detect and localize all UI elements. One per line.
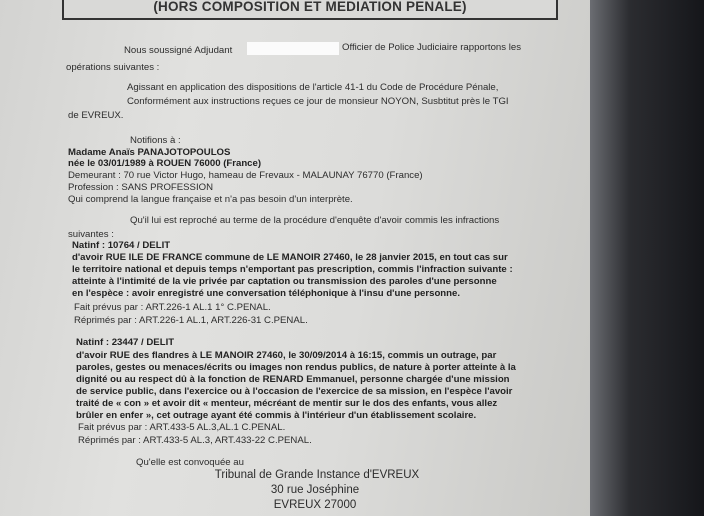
redacted-name	[247, 42, 339, 55]
intro-line-1b: Officier de Police Judiciaire rapportons les	[342, 42, 521, 53]
natinf2-reprime: Réprimés par : ART.433-5 AL.3, ART.433-22 C.PENAL.	[78, 435, 312, 446]
natinf1-reprime: Réprimés par : ART.226-1 AL.1, ART.226-31 C.PENAL.	[74, 315, 308, 326]
intro-line-2: opérations suivantes :	[66, 62, 160, 73]
notify-address: Demeurant : 70 rue Victor Hugo, hameau de Frevaux - MALAUNAY 76770 (France)	[68, 170, 423, 181]
natinf2-line: dignité ou au respect dû à la fonction de RENARD Emmanuel, personne chargée d'une mission	[76, 374, 510, 385]
natinf2-line: brûler en enfer », cet outrage ayant été commis à l'intérieur d'un établissement scolaire.	[76, 410, 477, 421]
natinf1-line: le territoire national et depuis temps n'emportant pas prescription, commis l'infraction suivante :	[72, 264, 513, 275]
background-edge	[590, 0, 704, 516]
tribunal-street: 30 rue Joséphine	[270, 484, 360, 496]
natinf1-line: atteinte à l'intimité de la vie privée par captation ou transmission des paroles d'une personne	[72, 276, 497, 287]
notify-name: Madame Anaïs PANAJOTOPOULOS	[68, 147, 231, 158]
natinf2-line: paroles, gestes ou menaces/écrits ou images non rendus publics, de nature à porter atteinte à la	[76, 362, 516, 373]
reproach-line-1: Qu'il lui est reproché au terme de la procédure d'enquête d'avoir commis les infractions	[130, 215, 500, 226]
tribunal-city: EVREUX 27000	[273, 499, 357, 511]
notify-label: Notifions à :	[130, 135, 181, 146]
natinf1-code: Natinf : 10764 / DELIT	[72, 240, 171, 251]
notify-profession: Profession : SANS PROFESSION	[68, 182, 214, 193]
natinf2-line: de service public, dans l'exercice ou à l'occasion de l'exercice de sa mission, en l'espèce l'avoir	[76, 386, 513, 397]
convocation-intro: Qu'elle est convoquée au	[136, 457, 244, 468]
natinf2-line: d'avoir RUE des flandres à LE MANOIR 27460, le 30/09/2014 à 16:15, commis un outrage, par	[76, 350, 497, 361]
tribunal-name: Tribunal de Grande Instance d'EVREUX	[214, 469, 420, 481]
natinf1-line: d'avoir RUE ILE DE FRANCE commune de LE MANOIR 27460, le 28 janvier 2015, en tout cas sur	[72, 252, 508, 263]
natinf2-prevu: Fait prévus par : ART.433-5 AL.3,AL.1 C.PENAL.	[78, 422, 286, 433]
intro-line-1a: Nous soussigné Adjudant	[124, 45, 233, 56]
acting-line-2: Conformément aux instructions reçues ce jour de monsieur NOYON, Susbtitut près le TGI	[127, 96, 509, 107]
notify-language: Qui comprend la langue française et n'a pas besoin d'un interprète.	[68, 194, 353, 205]
acting-line-3: de EVREUX.	[68, 110, 124, 121]
natinf1-line: en l'espèce : avoir enregistré une conversation téléphonique à l'insu d'une personne.	[72, 288, 461, 299]
natinf2-code: Natinf : 23447 / DELIT	[76, 337, 175, 348]
notify-birth: née le 03/01/1989 à ROUEN 76000 (France)	[68, 158, 262, 169]
document-title: (HORS COMPOSITION ET MEDIATION PENALE)	[62, 0, 558, 20]
reproach-line-2: suivantes :	[68, 229, 114, 240]
natinf1-prevu: Fait prévus par : ART.226-1 AL.1 1° C.PENAL.	[74, 302, 271, 313]
acting-line-1: Agissant en application des dispositions de l'article 41-1 du Code de Procédure Pénale,	[127, 82, 499, 93]
natinf2-line: traité de « con » et avoir dit « menteur, mécréant de mentir sur le dos des enfants, vous allez	[76, 398, 498, 409]
